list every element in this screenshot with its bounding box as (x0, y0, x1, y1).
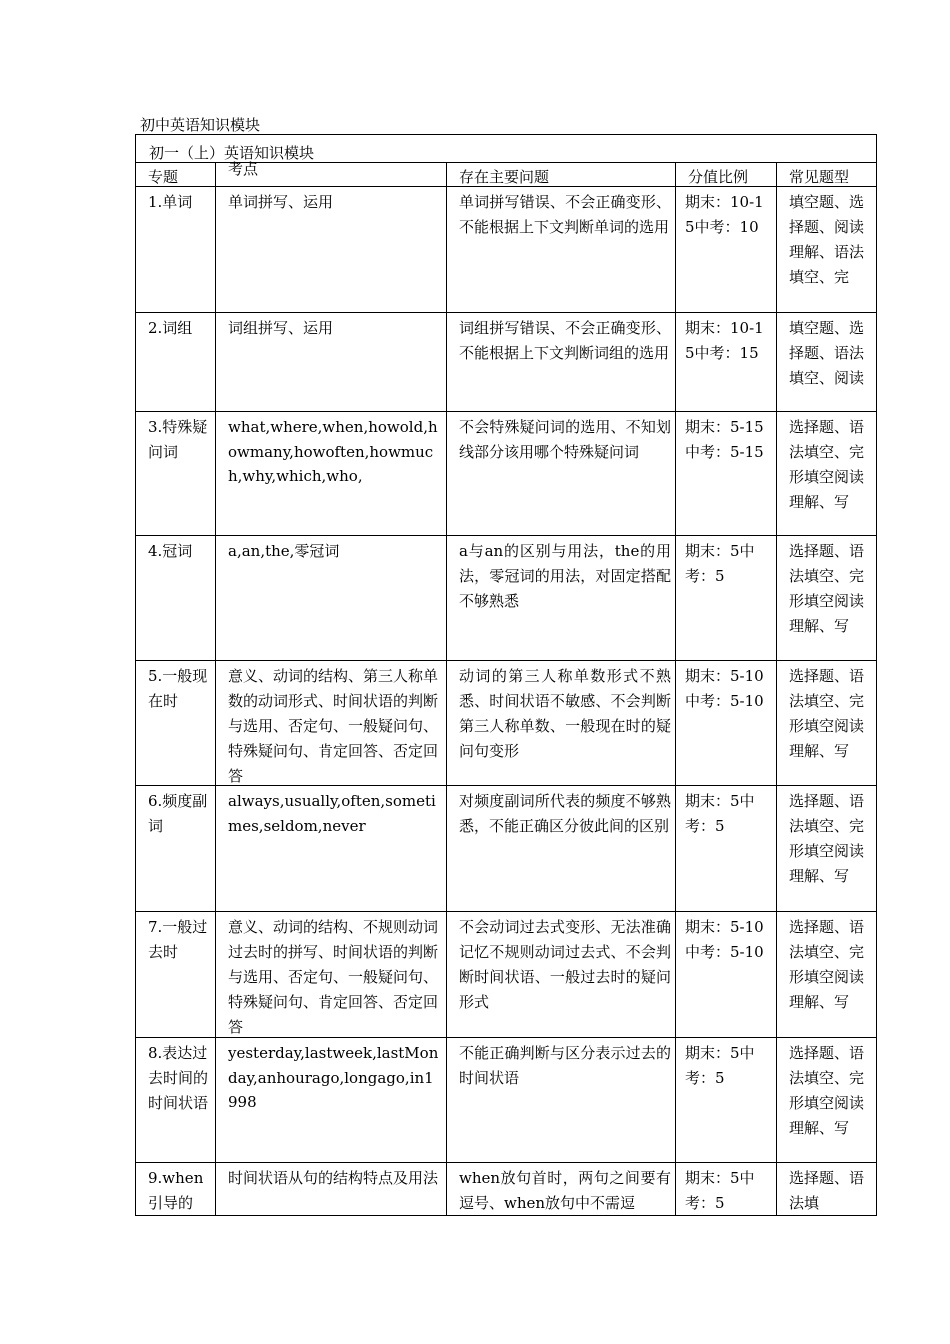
header-point: 考点 (228, 160, 259, 178)
cell-score: 期末：5-15中考：5-15 (685, 418, 764, 461)
cell-point: a,an,the,零冠词 (228, 542, 340, 560)
row-divider (135, 785, 877, 786)
row-divider (135, 911, 877, 912)
row-divider (135, 660, 877, 661)
cell-point: 单词拼写、运用 (228, 193, 334, 211)
cell-problem: 对频度副词所代表的频度不够熟悉，不能正确区分彼此间的区别 (459, 792, 671, 835)
header-problem: 存在主要问题 (459, 168, 550, 186)
document-title: 初中英语知识模块 (140, 116, 261, 134)
table-border-bottom (135, 1215, 877, 1216)
cell-problem: 动词的第三人称单数形式不熟悉、时间状语不敏感、不会判断第三人称单数、一般现在时的疑问句变形 (459, 667, 671, 760)
column-divider (776, 162, 777, 1216)
cell-score: 期末：10-15中考：15 (685, 319, 764, 362)
cell-score: 期末：5中考：5 (685, 542, 755, 585)
cell-point: always,usually,often,sometimes,seldom,never (228, 792, 436, 835)
cell-topic: 3.特殊疑问词 (148, 418, 208, 461)
table-border-top (135, 134, 877, 135)
row-divider (135, 1037, 877, 1038)
cell-point: 时间状语从句的结构特点及用法 (228, 1169, 439, 1187)
cell-point: 意义、动词的结构、第三人称单数的动词形式、时间状语的判断与选用、否定句、一般疑问句、特殊疑问句、肯定回答、否定回答 (228, 667, 439, 783)
cell-topic: 8.表达过去时间的时间状语 (148, 1044, 209, 1112)
row-divider (135, 535, 877, 536)
cell-type: 填空题、选择题、阅读理解、语法填空、完 (789, 193, 865, 286)
table-border-right (876, 134, 877, 1216)
column-divider (675, 162, 676, 1216)
knowledge-table (135, 134, 877, 1216)
cell-type: 选择题、语法填空、完形填空阅读理解、写 (789, 792, 865, 885)
header-score: 分值比例 (688, 168, 749, 186)
cell-problem: 词组拼写错误、不会正确变形、不能根据上下文判断词组的选用 (459, 319, 671, 362)
cell-type: 选择题、语法填空、完形填空阅读理解、写 (789, 1044, 865, 1137)
cell-score: 期末：10-15中考：10 (685, 193, 764, 236)
row-divider (135, 411, 877, 412)
cell-topic: 7.一般过去时 (148, 918, 208, 961)
cell-problem: 不能正确判断与区分表示过去的时间状语 (459, 1044, 671, 1087)
cell-problem: 单词拼写错误、不会正确变形、不能根据上下文判断单词的选用 (459, 193, 671, 236)
cell-topic: 1.单词 (148, 193, 193, 211)
cell-problem: 不会特殊疑问词的选用、不知划线部分该用哪个特殊疑问词 (459, 418, 671, 461)
cell-topic: 6.频度副词 (148, 792, 208, 835)
cell-type: 选择题、语法填空、完形填空阅读理解、写 (789, 418, 865, 511)
table-subtitle: 初一（上）英语知识模块 (149, 144, 315, 162)
cell-type: 选择题、语法填空、完形填空阅读理解、写 (789, 918, 865, 1011)
cell-topic: 9.when引导的 (148, 1169, 204, 1212)
cell-point: 词组拼写、运用 (228, 319, 334, 337)
cell-topic: 4.冠词 (148, 542, 193, 560)
table-border-left (135, 134, 136, 1216)
cell-score: 期末：5中考：5 (685, 1169, 755, 1212)
cell-point: yesterday,lastweek,lastMonday,anhourago,longago,in1998 (228, 1044, 439, 1111)
cell-point: what,where,when,howold,howmany,howoften,howmuch,why,which,who, (228, 418, 438, 485)
cell-topic: 2.词组 (148, 319, 193, 337)
cell-type: 选择题、语法填空、完形填空阅读理解、写 (789, 542, 865, 635)
column-divider (446, 162, 447, 1216)
row-divider (135, 1162, 877, 1163)
header-type: 常见题型 (789, 168, 850, 186)
cell-problem: 不会动词过去式变形、无法准确记忆不规则动词过去式、不会判断时间状语、一般过去时的疑问形式 (459, 918, 671, 1011)
header-topic: 专题 (148, 168, 179, 186)
cell-point: 意义、动词的结构、不规则动词过去时的拼写、时间状语的判断与选用、否定句、一般疑问句、特殊疑问句、肯定回答、否定回答 (228, 918, 439, 1035)
cell-type: 选择题、语法填 (789, 1169, 865, 1212)
cell-score: 期末：5中考：5 (685, 1044, 755, 1087)
row-divider (135, 312, 877, 313)
cell-problem: when放句首时，两句之间要有逗号、when放句中不需逗 (459, 1169, 671, 1212)
cell-score: 期末：5-10中考：5-10 (685, 918, 764, 961)
cell-score: 期末：5中考：5 (685, 792, 755, 835)
cell-topic: 5.一般现在时 (148, 667, 208, 710)
cell-type: 选择题、语法填空、完形填空阅读理解、写 (789, 667, 865, 760)
cell-type: 填空题、选择题、语法填空、阅读 (789, 319, 865, 387)
column-divider (215, 162, 216, 1216)
cell-score: 期末：5-10中考：5-10 (685, 667, 764, 710)
cell-problem: a与an的区别与用法，the的用法，零冠词的用法，对固定搭配不够熟悉 (459, 542, 671, 610)
